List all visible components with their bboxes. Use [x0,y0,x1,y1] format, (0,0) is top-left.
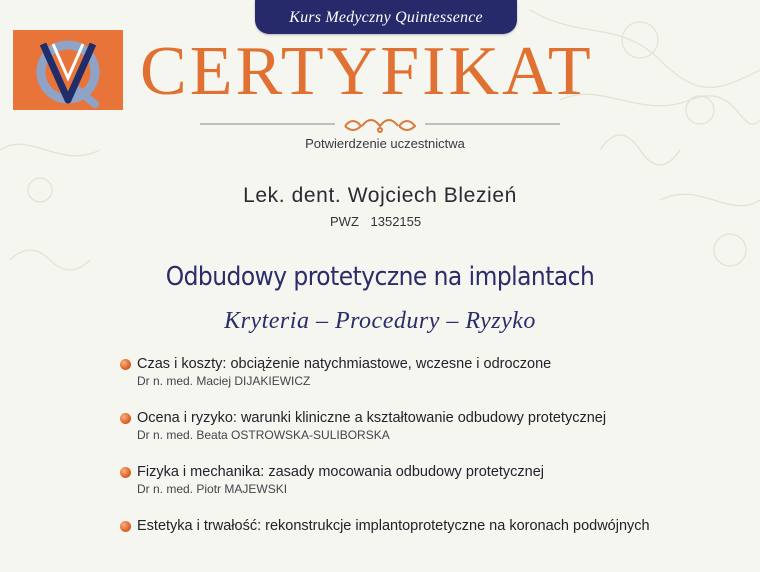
bullet-icon [120,413,131,424]
banner-text: Kurs Medyczny Quintessence [289,9,483,26]
quintessence-logo [13,30,123,110]
course-title: Odbudowy protetyczne na implantach [165,262,595,292]
pwz-line [330,214,421,229]
recipient-name: Lek. dent. Wojciech Blezień [243,184,517,207]
topic-lecturer: Dr n. med. Beata OSTROWSKA-SULIBORSKA [137,428,390,442]
bullet-icon [120,359,131,370]
list-item [120,518,750,572]
list-item [120,356,750,410]
topic-title: Ocena i ryzyko: warunki kliniczne a kształtowanie odbudowy protetycznej [137,410,607,426]
bullet-icon [120,521,131,532]
course-banner [255,0,517,34]
certificate-title: CERTYFIKAT [140,33,594,110]
certificate-subtitle: Potwierdzenie uczestnictwa [305,136,465,151]
topic-title: Fizyka i mechanika: zasady mocowania odbudowy protetycznej [137,464,545,480]
list-item [120,410,750,464]
bullet-icon [120,467,131,478]
topic-lecturer: Dr n. med. Maciej DIJAKIEWICZ [137,374,311,388]
pwz-number: 1352155 [370,214,422,229]
topic-title: Czas i koszty: obciążenie natychmiastowe, wczesne i odroczone [137,356,552,372]
topic-lecturer: Dr n. med. Piotr MAJEWSKI [137,482,288,496]
topic-title: Estetyka i trwałość: rekonstrukcje implantoprotetyczne na koronach podwójnych [137,518,650,534]
qv-logo-icon [13,30,123,110]
pwz-label: PWZ [330,214,359,229]
topics-list [120,356,750,572]
ornament-divider [200,116,560,136]
list-item [120,464,750,518]
course-subtitle: Kryteria – Procedury – Ryzyko [224,308,536,334]
